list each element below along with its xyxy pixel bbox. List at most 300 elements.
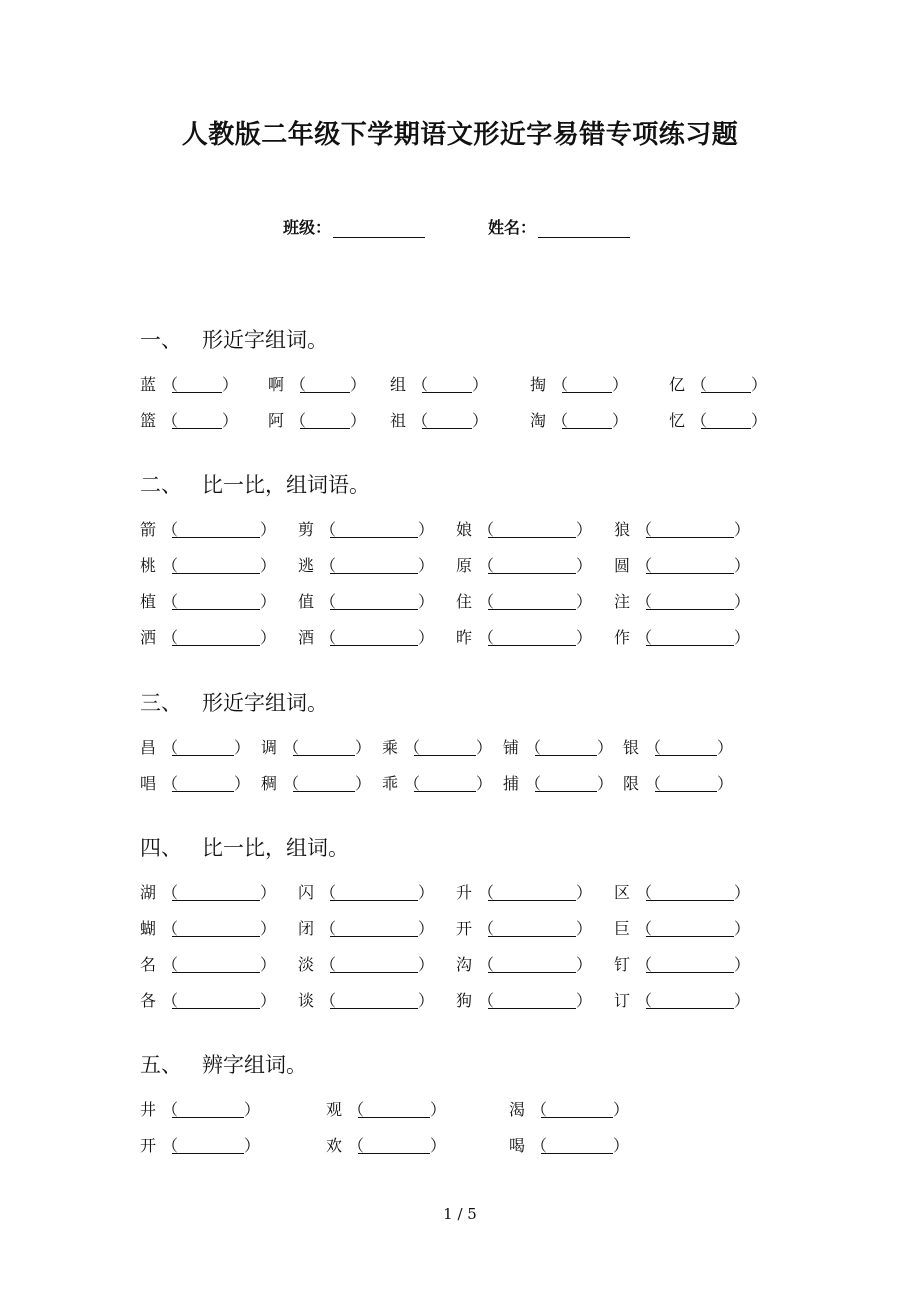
open-paren: （	[320, 592, 337, 611]
exercise-item	[456, 512, 593, 548]
exercise-item	[261, 766, 372, 802]
character: 银	[623, 738, 640, 757]
exercise-item	[140, 730, 251, 766]
close-paren: ）	[472, 375, 489, 394]
character: 阿	[268, 411, 285, 430]
character: 淘	[530, 411, 547, 430]
section-label: 辨字组词。	[202, 1053, 307, 1077]
open-paren: （	[525, 738, 542, 757]
close-paren: ）	[734, 883, 751, 902]
close-paren: ）	[576, 883, 593, 902]
class-label: 班级：	[283, 218, 332, 237]
answer-blank[interactable]	[172, 549, 260, 574]
exercise-item	[503, 730, 614, 766]
close-paren: ）	[430, 1136, 447, 1155]
answer-blank[interactable]	[293, 767, 355, 792]
answer-blank[interactable]	[488, 876, 576, 901]
section-4	[140, 833, 751, 1019]
character: 欢	[326, 1136, 343, 1155]
close-paren: ）	[751, 375, 768, 394]
close-paren: ）	[260, 592, 277, 611]
open-paren: （	[162, 628, 179, 647]
answer-blank[interactable]	[330, 912, 418, 937]
open-paren: （	[478, 628, 495, 647]
character: 乖	[382, 774, 399, 793]
open-paren: （	[552, 411, 569, 430]
open-paren: （	[162, 883, 179, 902]
answer-blank[interactable]	[488, 549, 576, 574]
character: 沟	[456, 955, 473, 974]
character: 注	[614, 592, 631, 611]
close-paren: ）	[476, 738, 493, 757]
open-paren: （	[162, 1136, 179, 1155]
answer-blank[interactable]	[541, 1129, 613, 1154]
section-heading	[140, 833, 349, 863]
exercise-item	[390, 367, 489, 403]
answer-blank[interactable]	[535, 731, 597, 756]
exercise-item	[623, 766, 734, 802]
character: 蓝	[140, 375, 157, 394]
open-paren: （	[283, 774, 300, 793]
character: 作	[614, 628, 631, 647]
section-heading	[140, 688, 328, 718]
answer-blank[interactable]	[172, 912, 260, 937]
section-heading	[140, 1050, 307, 1080]
open-paren: （	[636, 556, 653, 575]
close-paren: ）	[260, 991, 277, 1010]
open-paren: （	[478, 955, 495, 974]
answer-blank[interactable]	[172, 767, 234, 792]
answer-blank[interactable]	[646, 549, 734, 574]
exercise-item	[140, 911, 277, 947]
close-paren: ）	[418, 991, 435, 1010]
close-paren: ）	[597, 774, 614, 793]
answer-blank[interactable]	[330, 621, 418, 646]
character: 狗	[456, 991, 473, 1010]
character: 住	[456, 592, 473, 611]
close-paren: ）	[576, 556, 593, 575]
exercise-item	[456, 875, 593, 911]
close-paren: ）	[734, 628, 751, 647]
answer-blank[interactable]	[646, 876, 734, 901]
exercise-item	[614, 548, 751, 584]
answer-blank[interactable]	[172, 1129, 244, 1154]
answer-blank[interactable]	[701, 404, 751, 429]
section-label: 比一比，组词语。	[202, 473, 370, 497]
answer-blank[interactable]	[562, 404, 612, 429]
close-paren: ）	[260, 556, 277, 575]
answer-blank[interactable]	[172, 621, 260, 646]
character: 乘	[382, 738, 399, 757]
section-number: 五、	[140, 1053, 182, 1077]
close-paren: ）	[576, 919, 593, 938]
open-paren: （	[645, 738, 662, 757]
answer-blank[interactable]	[535, 767, 597, 792]
answer-blank[interactable]	[172, 513, 260, 538]
exercise-item	[298, 584, 435, 620]
exercise-row	[140, 730, 734, 766]
exercise-item	[509, 1092, 630, 1128]
character: 篮	[140, 411, 157, 430]
exercise-item	[261, 730, 372, 766]
exercise-item	[298, 983, 435, 1019]
character: 订	[614, 991, 631, 1010]
exercise-item	[614, 947, 751, 983]
close-paren: ）	[430, 1100, 447, 1119]
character: 限	[623, 774, 640, 793]
exercise-item	[298, 548, 435, 584]
open-paren: （	[162, 375, 179, 394]
exercise-item	[140, 1128, 261, 1164]
close-paren: ）	[612, 375, 629, 394]
character: 酒	[298, 628, 315, 647]
close-paren: ）	[260, 628, 277, 647]
close-paren: ）	[613, 1136, 630, 1155]
close-paren: ）	[260, 919, 277, 938]
character: 剪	[298, 520, 315, 539]
name-label: 姓名：	[488, 218, 537, 237]
answer-blank[interactable]	[172, 984, 260, 1009]
open-paren: （	[162, 556, 179, 575]
close-paren: ）	[576, 955, 593, 974]
close-paren: ）	[260, 520, 277, 539]
class-blank[interactable]	[333, 219, 425, 238]
open-paren: （	[478, 991, 495, 1010]
exercise-item	[623, 730, 734, 766]
section-heading	[140, 325, 328, 355]
page-number: 1 / 5	[443, 1205, 477, 1223]
close-paren: ）	[612, 411, 629, 430]
close-paren: ）	[717, 738, 734, 757]
character: 唱	[140, 774, 157, 793]
open-paren: （	[404, 738, 421, 757]
exercise-item	[530, 367, 629, 403]
answer-blank[interactable]	[646, 585, 734, 610]
exercise-item	[140, 512, 277, 548]
open-paren: （	[320, 628, 337, 647]
character: 区	[614, 883, 631, 902]
open-paren: （	[162, 774, 179, 793]
exercise-item	[140, 875, 277, 911]
open-paren: （	[162, 411, 179, 430]
exercise-item	[140, 403, 239, 439]
character: 祖	[390, 411, 407, 430]
character: 昌	[140, 738, 157, 757]
exercise-row	[140, 620, 751, 656]
open-paren: （	[162, 520, 179, 539]
exercise-item	[298, 620, 435, 656]
character: 捕	[503, 774, 520, 793]
open-paren: （	[525, 774, 542, 793]
character: 调	[261, 738, 278, 757]
answer-blank[interactable]	[330, 948, 418, 973]
answer-blank[interactable]	[172, 731, 234, 756]
open-paren: （	[162, 955, 179, 974]
character: 闪	[298, 883, 315, 902]
open-paren: （	[412, 375, 429, 394]
answer-blank[interactable]	[330, 585, 418, 610]
character: 观	[326, 1100, 343, 1119]
answer-blank[interactable]	[414, 767, 476, 792]
close-paren: ）	[613, 1100, 630, 1119]
answer-blank[interactable]	[701, 368, 751, 393]
exercise-row	[140, 1128, 630, 1164]
close-paren: ）	[734, 955, 751, 974]
answer-blank[interactable]	[300, 368, 350, 393]
open-paren: （	[478, 520, 495, 539]
open-paren: （	[162, 991, 179, 1010]
exercise-row	[140, 911, 751, 947]
open-paren: （	[320, 520, 337, 539]
open-paren: （	[636, 883, 653, 902]
close-paren: ）	[418, 628, 435, 647]
answer-blank[interactable]	[330, 876, 418, 901]
answer-blank[interactable]	[330, 549, 418, 574]
answer-blank[interactable]	[358, 1129, 430, 1154]
answer-blank[interactable]	[541, 1093, 613, 1118]
section-number: 一、	[140, 328, 182, 352]
character: 钉	[614, 955, 631, 974]
open-paren: （	[290, 411, 307, 430]
character: 湖	[140, 883, 157, 902]
exercise-item	[326, 1092, 447, 1128]
character: 蝴	[140, 919, 157, 938]
answer-blank[interactable]	[172, 876, 260, 901]
open-paren: （	[412, 411, 429, 430]
exercise-row	[140, 947, 751, 983]
name-field	[488, 215, 630, 239]
open-paren: （	[478, 592, 495, 611]
close-paren: ）	[734, 991, 751, 1010]
exercise-item	[503, 766, 614, 802]
close-paren: ）	[222, 375, 239, 394]
close-paren: ）	[734, 919, 751, 938]
character: 组	[390, 375, 407, 394]
close-paren: ）	[576, 991, 593, 1010]
exercise-row	[140, 403, 768, 439]
close-paren: ）	[355, 738, 372, 757]
exercise-row	[140, 584, 751, 620]
open-paren: （	[531, 1100, 548, 1119]
character: 娘	[456, 520, 473, 539]
close-paren: ）	[418, 520, 435, 539]
character: 开	[456, 919, 473, 938]
open-paren: （	[348, 1100, 365, 1119]
open-paren: （	[162, 1100, 179, 1119]
section-number: 四、	[140, 836, 182, 860]
open-paren: （	[636, 991, 653, 1010]
section-label: 形近字组词。	[202, 691, 328, 715]
character: 亿	[669, 375, 686, 394]
exercise-item	[140, 1092, 261, 1128]
open-paren: （	[162, 738, 179, 757]
answer-blank[interactable]	[172, 1093, 244, 1118]
answer-blank[interactable]	[562, 368, 612, 393]
exercise-item	[140, 548, 277, 584]
character: 巨	[614, 919, 631, 938]
answer-blank[interactable]	[172, 368, 222, 393]
open-paren: （	[404, 774, 421, 793]
section-3	[140, 688, 734, 802]
open-paren: （	[636, 955, 653, 974]
exercise-item	[140, 983, 277, 1019]
character: 渴	[509, 1100, 526, 1119]
section-number: 三、	[140, 691, 182, 715]
exercise-row	[140, 548, 751, 584]
exercise-item	[140, 584, 277, 620]
open-paren: （	[283, 738, 300, 757]
open-paren: （	[162, 592, 179, 611]
close-paren: ）	[734, 556, 751, 575]
exercise-item	[614, 620, 751, 656]
answer-blank[interactable]	[172, 404, 222, 429]
answer-blank[interactable]	[293, 731, 355, 756]
exercise-row	[140, 875, 751, 911]
open-paren: （	[552, 375, 569, 394]
open-paren: （	[636, 628, 653, 647]
exercise-item	[669, 367, 768, 403]
class-field	[283, 215, 425, 239]
character: 啊	[268, 375, 285, 394]
exercise-row	[140, 512, 751, 548]
answer-blank[interactable]	[488, 513, 576, 538]
exercise-item	[140, 620, 277, 656]
character: 名	[140, 955, 157, 974]
answer-blank[interactable]	[358, 1093, 430, 1118]
section-label: 比一比，组词。	[202, 836, 349, 860]
open-paren: （	[636, 520, 653, 539]
character: 值	[298, 592, 315, 611]
close-paren: ）	[418, 556, 435, 575]
character: 淡	[298, 955, 315, 974]
exercise-row	[140, 367, 768, 403]
close-paren: ）	[476, 774, 493, 793]
character: 植	[140, 592, 157, 611]
exercise-item	[614, 512, 751, 548]
page-title: 人教版二年级下学期语文形近字易错专项练习题	[181, 120, 739, 150]
name-blank[interactable]	[538, 219, 630, 238]
answer-blank[interactable]	[330, 984, 418, 1009]
character: 稠	[261, 774, 278, 793]
answer-blank[interactable]	[646, 984, 734, 1009]
section-heading	[140, 470, 370, 500]
answer-blank[interactable]	[422, 368, 472, 393]
close-paren: ）	[244, 1136, 261, 1155]
answer-blank[interactable]	[488, 621, 576, 646]
character: 昨	[456, 628, 473, 647]
exercise-item	[268, 367, 367, 403]
character: 开	[140, 1136, 157, 1155]
answer-blank[interactable]	[422, 404, 472, 429]
exercise-item	[509, 1128, 630, 1164]
answer-blank[interactable]	[488, 948, 576, 973]
open-paren: （	[636, 592, 653, 611]
section-5	[140, 1050, 630, 1164]
answer-blank[interactable]	[330, 513, 418, 538]
answer-blank[interactable]	[488, 912, 576, 937]
exercise-item	[614, 875, 751, 911]
close-paren: ）	[234, 738, 251, 757]
section-label: 形近字组词。	[202, 328, 328, 352]
close-paren: ）	[418, 919, 435, 938]
character: 谈	[298, 991, 315, 1010]
close-paren: ）	[576, 520, 593, 539]
exercise-item	[456, 548, 593, 584]
character: 铺	[503, 738, 520, 757]
character: 原	[456, 556, 473, 575]
answer-blank[interactable]	[488, 984, 576, 1009]
answer-blank[interactable]	[646, 513, 734, 538]
open-paren: （	[691, 411, 708, 430]
answer-blank[interactable]	[655, 767, 717, 792]
close-paren: ）	[418, 883, 435, 902]
character: 忆	[669, 411, 686, 430]
character: 圆	[614, 556, 631, 575]
answer-blank[interactable]	[646, 948, 734, 973]
close-paren: ）	[244, 1100, 261, 1119]
exercise-item	[268, 403, 367, 439]
character: 掏	[530, 375, 547, 394]
character: 逃	[298, 556, 315, 575]
exercise-item	[456, 584, 593, 620]
exercise-item	[614, 983, 751, 1019]
exercise-row	[140, 766, 734, 802]
exercise-item	[382, 766, 493, 802]
answer-blank[interactable]	[414, 731, 476, 756]
exercise-item	[140, 947, 277, 983]
close-paren: ）	[597, 738, 614, 757]
exercise-item	[456, 947, 593, 983]
open-paren: （	[320, 556, 337, 575]
answer-blank[interactable]	[300, 404, 350, 429]
exercise-row	[140, 983, 751, 1019]
open-paren: （	[531, 1136, 548, 1155]
character: 洒	[140, 628, 157, 647]
exercise-item	[298, 911, 435, 947]
open-paren: （	[691, 375, 708, 394]
answer-blank[interactable]	[488, 585, 576, 610]
close-paren: ）	[576, 628, 593, 647]
exercise-item	[456, 983, 593, 1019]
answer-blank[interactable]	[172, 948, 260, 973]
close-paren: ）	[472, 411, 489, 430]
close-paren: ）	[751, 411, 768, 430]
exercise-item	[390, 403, 489, 439]
open-paren: （	[320, 991, 337, 1010]
character: 各	[140, 991, 157, 1010]
answer-blank[interactable]	[646, 621, 734, 646]
answer-blank[interactable]	[646, 912, 734, 937]
exercise-item	[298, 512, 435, 548]
close-paren: ）	[418, 955, 435, 974]
open-paren: （	[478, 883, 495, 902]
answer-blank[interactable]	[172, 585, 260, 610]
open-paren: （	[636, 919, 653, 938]
close-paren: ）	[222, 411, 239, 430]
exercise-item	[456, 911, 593, 947]
close-paren: ）	[234, 774, 251, 793]
close-paren: ）	[717, 774, 734, 793]
character: 喝	[509, 1136, 526, 1155]
section-number: 二、	[140, 473, 182, 497]
close-paren: ）	[734, 592, 751, 611]
open-paren: （	[320, 955, 337, 974]
exercise-item	[456, 620, 593, 656]
close-paren: ）	[734, 520, 751, 539]
open-paren: （	[478, 919, 495, 938]
character: 井	[140, 1100, 157, 1119]
answer-blank[interactable]	[655, 731, 717, 756]
